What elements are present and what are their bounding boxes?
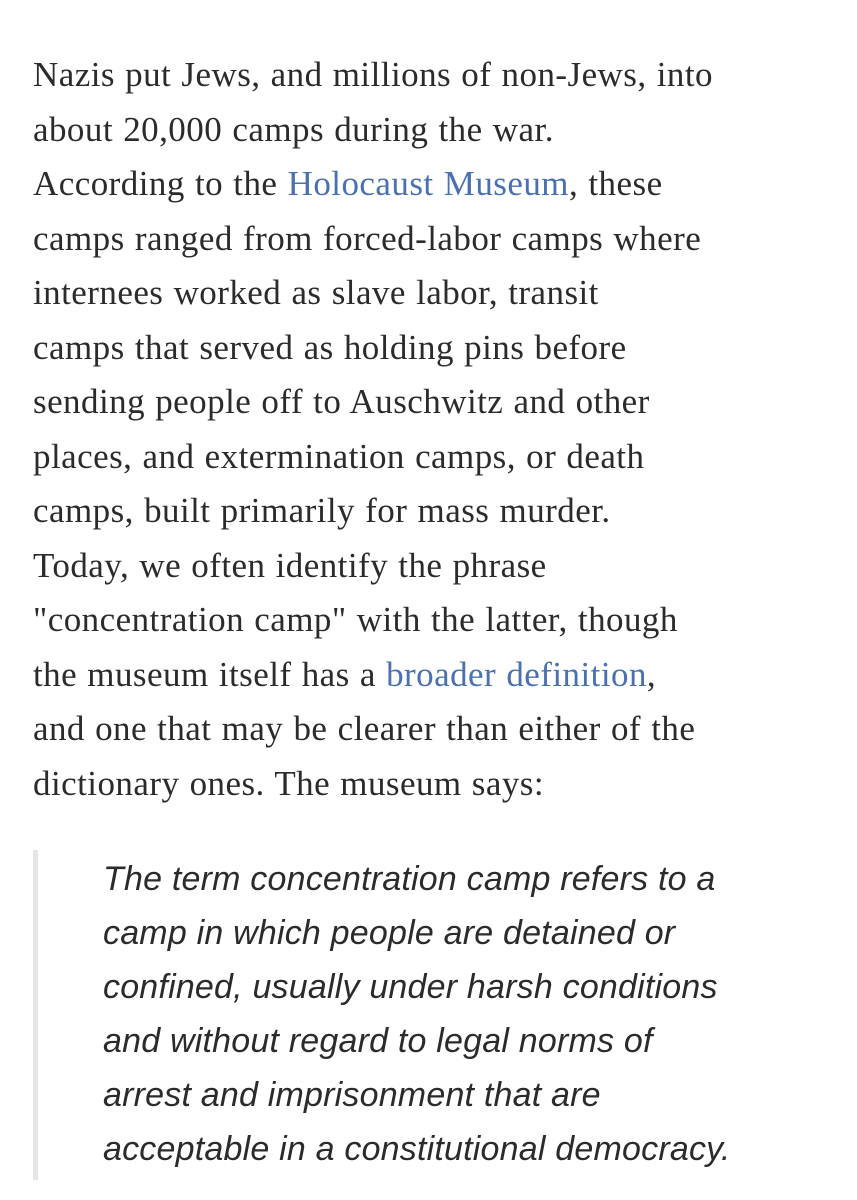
paragraph-line [33, 157, 833, 212]
paragraph-line: places, and extermination camps, or death [33, 436, 645, 476]
quote-line: arrest and imprisonment that are [103, 1076, 601, 1114]
line-text: the museum itself has a [33, 654, 387, 694]
paragraph-line: camps that served as holding pins before [33, 327, 627, 367]
paragraph-line: dictionary ones. The museum says: [33, 763, 545, 803]
paragraph-line: camps ranged from forced-labor camps where [33, 218, 702, 258]
line-text: According to the [33, 164, 288, 203]
article-body [33, 48, 833, 811]
paragraph-line: "concentration camp" with the latter, though [33, 600, 678, 639]
quote-line: and without regard to legal norms of [103, 1022, 653, 1060]
paragraph-line: internees worked as slave labor, transit [33, 273, 599, 312]
line-text: , [646, 654, 657, 694]
quote-line: camp in which people are detained or [103, 914, 676, 952]
quote-line: The term concentration camp refers to a [103, 860, 716, 898]
quote-line: acceptable in a constitutional democracy. [103, 1130, 731, 1168]
line-text: , these [568, 164, 663, 203]
paragraph-line: and one that may be clearer than either of the [33, 709, 696, 748]
paragraph-line: Nazis put Jews, and millions of non-Jews, into [33, 55, 714, 94]
quote-line: confined, usually under harsh conditions [103, 968, 718, 1006]
holocaust-museum-link[interactable]: Holocaust Museum [287, 164, 569, 203]
paragraph-line: Today, we often identify the phrase [33, 545, 547, 585]
paragraph-line: about 20,000 camps during the war. [33, 109, 554, 149]
broader-definition-link[interactable]: broader definition [386, 654, 647, 694]
paragraph-line [33, 648, 833, 703]
blockquote [33, 850, 833, 1180]
paragraph-line: camps, built primarily for mass murder. [33, 491, 611, 530]
paragraph-line: sending people off to Auschwitz and other [33, 382, 650, 421]
blockquote-text [103, 850, 833, 1176]
paragraph [33, 48, 833, 811]
